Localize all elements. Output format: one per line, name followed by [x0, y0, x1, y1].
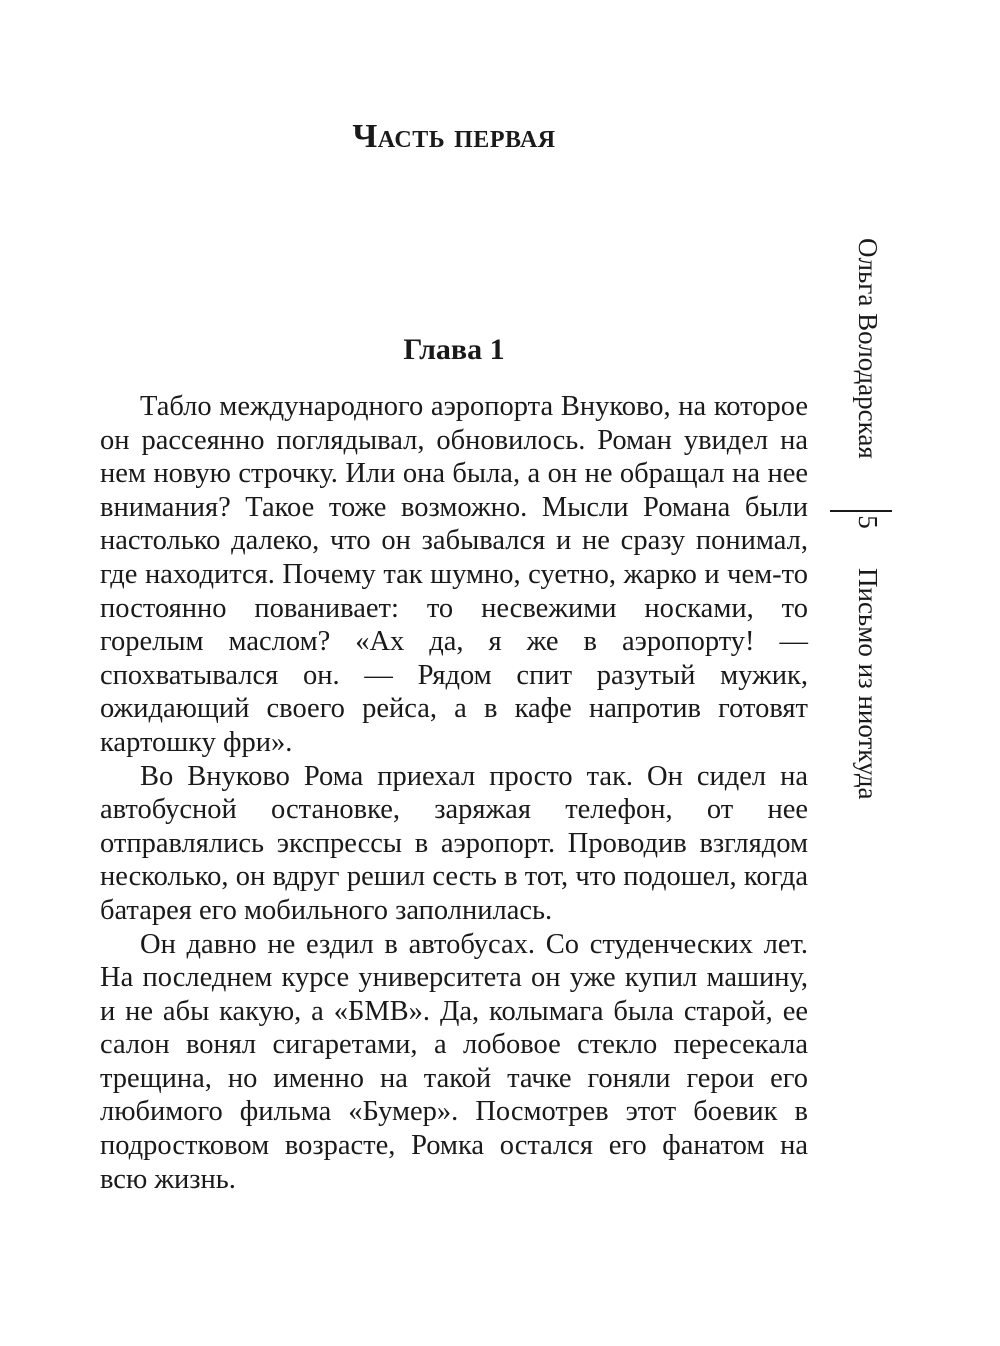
running-header-book-title: Письмо из ниоткуда — [853, 568, 884, 800]
running-header-divider — [830, 510, 892, 512]
page-number: 5 — [853, 515, 884, 529]
paragraph: Во Внуково Рома приехал просто так. Он сидел на автобусной остановке, заряжая телефон, от нее отправлялись экспрессы в аэропорт. Проводив взглядом несколько, он вдруг решил сесть в тот, что подошел, когда батарея его мобильного заполнилась. — [100, 760, 808, 926]
paragraph: Табло международного аэропорта Внуково, на которое он рассеянно поглядывал, обновилось. Роман увидел на нем новую строчку. Или она была, а он не обращал на нее внимания? Такое тоже возможно. Мысли Романа были настолько далеко, что он забывался и не сразу понимал, где находится. Почему так шумно, суетно, жарко и чем-то постоянно пованивает: то несвежими носками, то горелым маслом? «Ах да, я же в аэропорту! — спохватывался он. — Рядом спит разутый мужик, ожидающий своего рейса, а в кафе напротив готовят картошку фри». — [100, 391, 808, 758]
running-header — [838, 238, 898, 898]
running-header-author: Ольга Володарская — [853, 238, 884, 459]
paragraph: Он давно не ездил в автобусах. Со студенческих лет. На последнем курсе университета он уже купил машину, и не абы какую, а «БМВ». Да, колымага была старой, ее салон вонял сигаретами, а лобовое стекло пересекала трещина, но именно на такой тачке гоняли герои его любимого фильма «Бумер». Посмотрев этот боевик в подростковом возрасте, Ромка остался его фанатом на всю жизнь. — [100, 928, 808, 1195]
part-title: Часть первая — [352, 118, 556, 155]
chapter-title: Глава 1 — [403, 333, 505, 366]
chapter-text — [100, 390, 808, 1196]
